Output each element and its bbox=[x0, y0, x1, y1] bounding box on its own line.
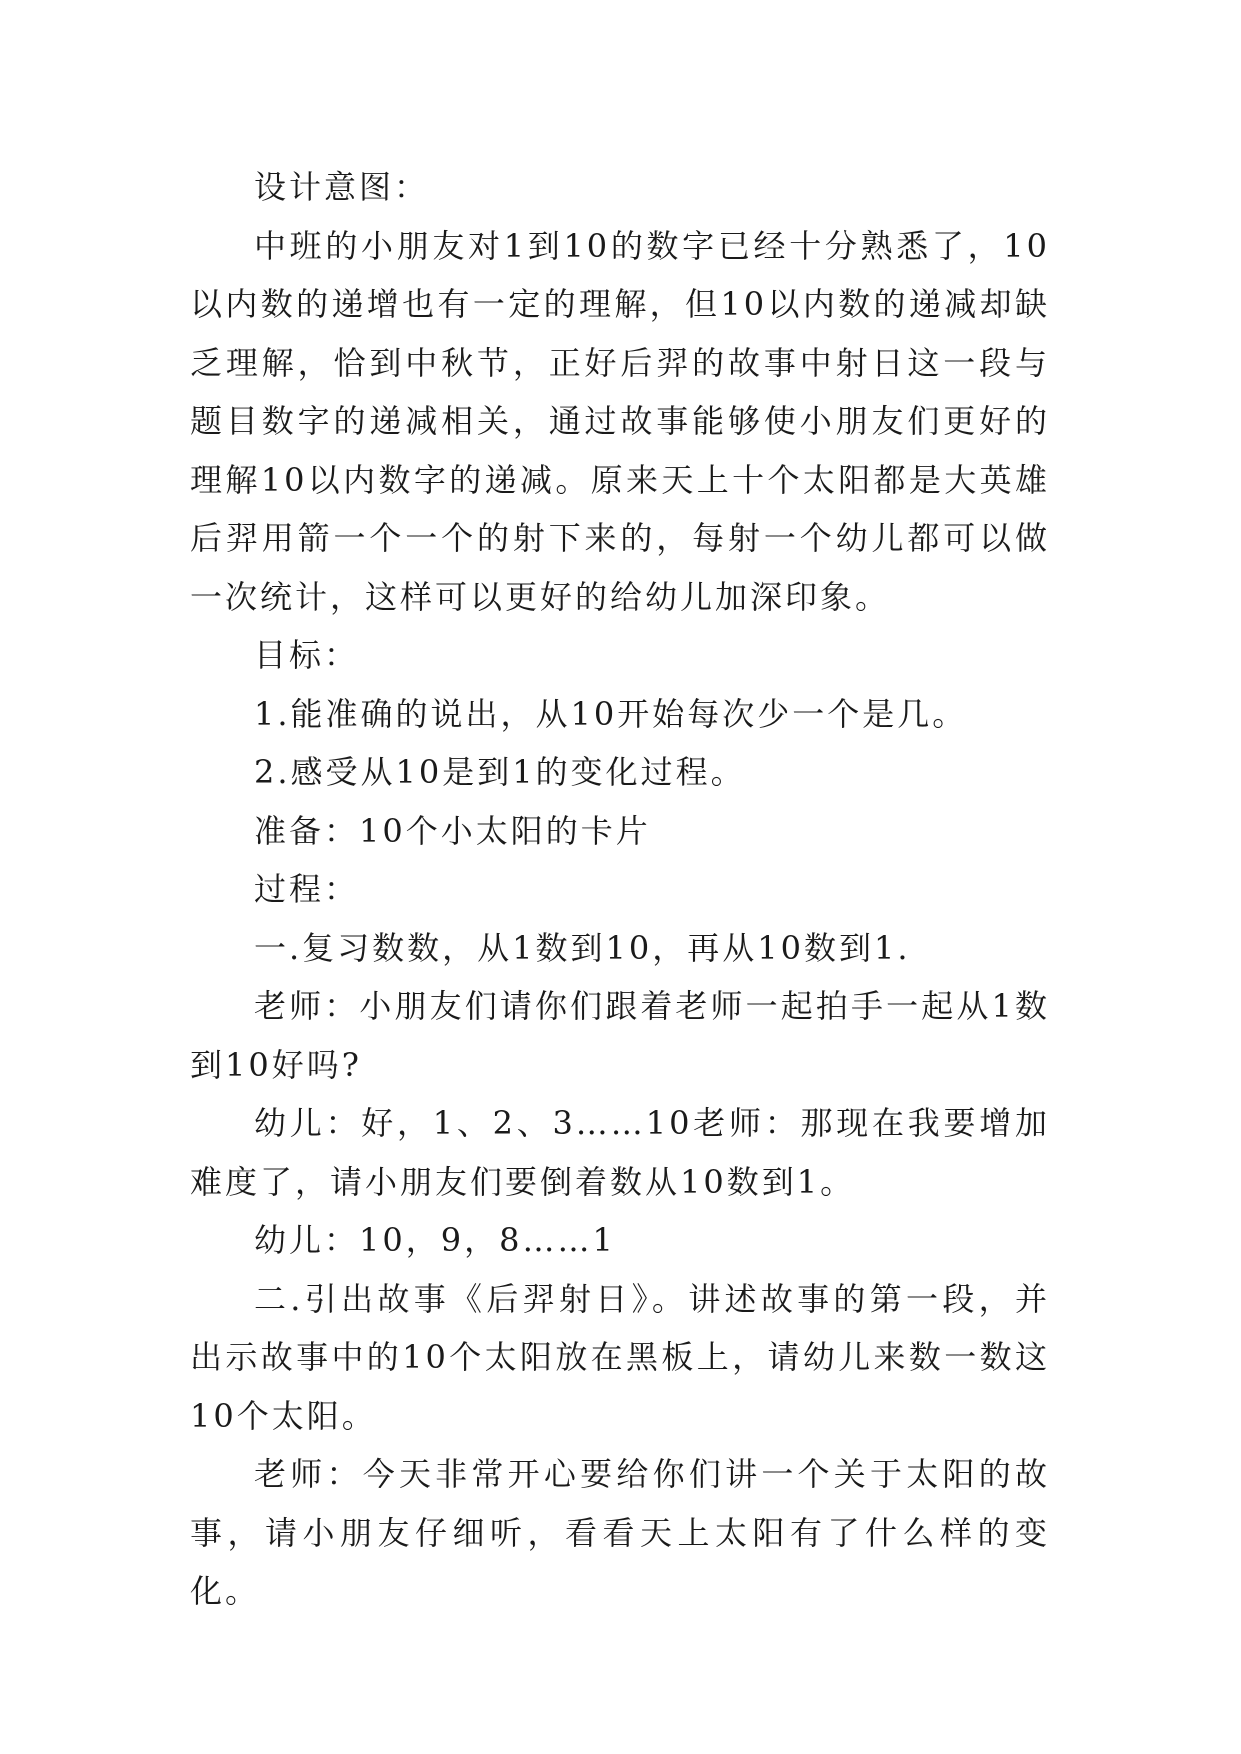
paragraph-child-line-1: 幼儿：好，1、2、3……10老师：那现在我要增加难度了，请小朋友们要倒着数从10数到1。 bbox=[190, 1104, 1050, 1201]
paragraph-design-intent-heading: 设计意图： bbox=[254, 168, 430, 206]
paragraph-design-intent-body: 中班的小朋友对1到10的数字已经十分熟悉了，10以内数的递增也有一定的理解，但10以内数的递减却缺乏理解，恰到中秋节，正好后羿的故事中射日这一段与题目数字的递减相关，通过故事能够使小朋友们更好的理解10以内数字的递减。原来天上十个太阳都是大英雄后羿用箭一个一个的射下来的，每射一个幼儿都可以做一次统计，这样可以更好的给幼儿加深印象。 bbox=[190, 226, 1050, 616]
paragraph-teacher-line-1: 老师：小朋友们请你们跟着老师一起拍手一起从1数到10好吗? bbox=[190, 987, 1050, 1084]
paragraph-preparation: 准备：10个小太阳的卡片 bbox=[254, 811, 651, 850]
paragraph-teacher-line-2: 老师：今天非常开心要给你们讲一个关于太阳的故事，请小朋友仔细听，看看天上太阳有了什么样的变化。 bbox=[190, 1455, 1050, 1610]
paragraph-goal-2: 2.感受从10是到1的变化过程。 bbox=[254, 753, 746, 791]
document-body bbox=[190, 158, 1050, 1621]
paragraph-goal-1: 1.能准确的说出，从10开始每次少一个是几。 bbox=[254, 694, 968, 733]
paragraph-step-2: 二.引出故事《后羿射日》。讲述故事的第一段，并出示故事中的10个太阳放在黑板上，请幼儿来数一数这10个太阳。 bbox=[190, 1279, 1050, 1435]
paragraph-process-heading: 过程： bbox=[254, 870, 360, 908]
paragraph-step-1: 一.复习数数，从1数到10，再从10数到1. bbox=[254, 928, 911, 967]
paragraph-child-line-2: 幼儿：10，9，8……1 bbox=[254, 1221, 616, 1259]
paragraph-goals-heading: 目标： bbox=[254, 636, 360, 674]
